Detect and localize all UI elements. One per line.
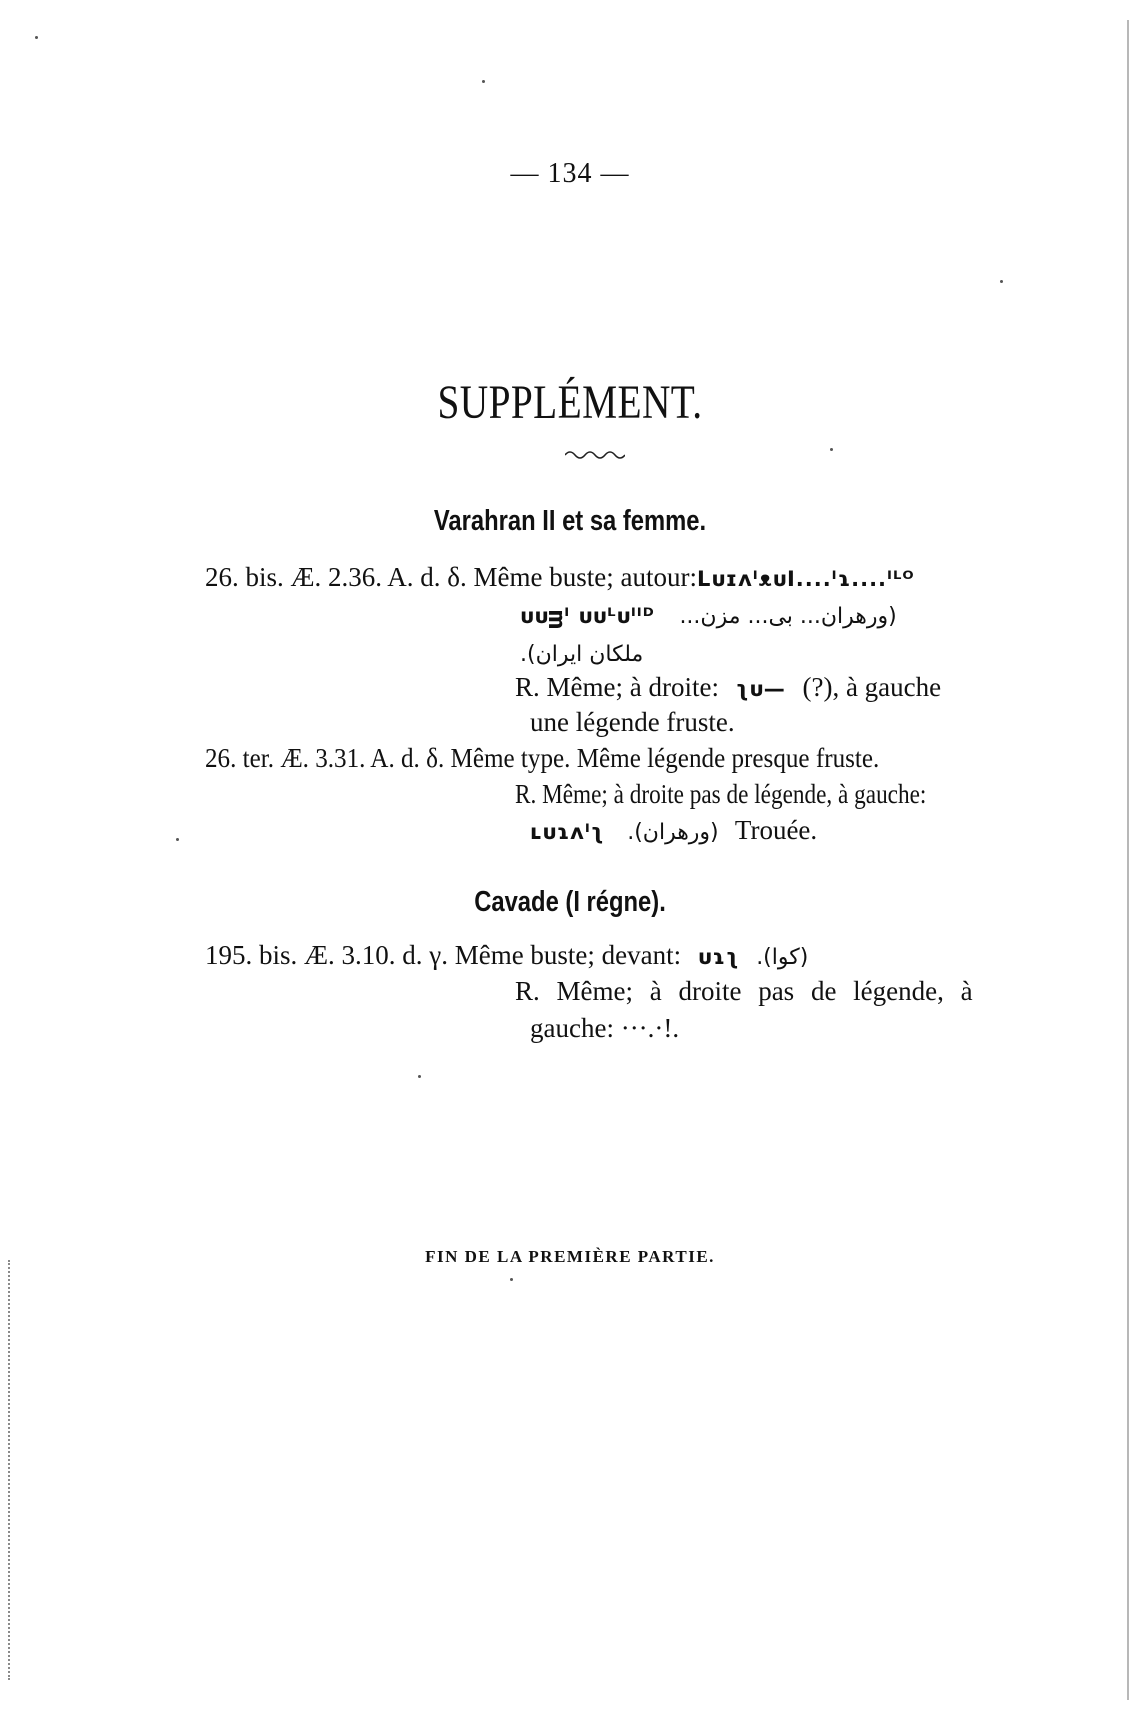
speck [1000, 280, 1003, 283]
entry-26ter-line-3 [530, 815, 817, 846]
speck [510, 1278, 513, 1281]
closing-note: FIN DE LA PREMIÈRE PARTIE. [425, 1247, 715, 1266]
entry-text: R. Même; à droite pas de légende, à [515, 976, 973, 1006]
entry-195bis-line-1 [205, 940, 808, 971]
entry-text: 195. bis. Æ. 3.10. d. γ. Même buste; devant: [205, 940, 682, 970]
entry-26bis-line-1 [205, 562, 915, 593]
entry-26bis-line-3 [520, 637, 643, 668]
persian-transcription: (ورهران). [627, 820, 719, 845]
entry-26bis-reverse-line-2 [530, 707, 735, 738]
speck [35, 36, 38, 39]
pahlavi-legend: ᴜᴜᴟᴵ ᴜᴜᴸᴜᴵᴵᴰ [520, 604, 655, 628]
speck [418, 1075, 421, 1078]
entry-text: R. Même; à droite: [515, 672, 719, 702]
speck [176, 838, 179, 841]
entry-text: une légende fruste. [530, 707, 735, 737]
entry-26bis-reverse-line-1 [515, 672, 941, 703]
entry-text: 26. ter. Æ. 3.31. A. d. δ. Même type. Même légende presque fruste. [205, 743, 880, 773]
entry-195bis-line-3 [530, 1013, 679, 1044]
pahlavi-legend: ʟᴜɿᴧᴵʅ [530, 820, 605, 844]
pahlavi-legend: ᴜɿʅ [697, 945, 740, 969]
pahlavi-legend: LᴜɪᴧᴵᴥᴜI....ᴵɿ....ᴵᴸᴼ [696, 567, 915, 591]
entry-26ter-line-2 [515, 779, 926, 810]
persian-transcription: (کوا). [756, 945, 809, 970]
entry-text: Trouée. [734, 815, 818, 845]
entry-text: R. Même; à droite pas de légende, à gauche: [515, 779, 927, 809]
persian-transcription: (ورهران... بی... مزن... [679, 604, 897, 629]
ornament-wave-icon [565, 448, 625, 460]
persian-transcription: ملکان ایران). [520, 642, 644, 667]
entry-text: (?), à gauche [802, 672, 942, 702]
section-heading-varahran: Varahran II et sa femme. [433, 505, 707, 537]
section-heading-cavade: Cavade (I régne). [474, 886, 666, 918]
entry-text: gauche: ···.·!. [530, 1013, 680, 1043]
page-edge-right [1127, 20, 1129, 1700]
speck [482, 80, 485, 83]
page-title: SUPPLÉMENT. [437, 376, 703, 429]
page-edge-left [8, 1260, 12, 1680]
entry-195bis-line-2 [515, 976, 973, 1007]
page-number: — 134 — [510, 158, 630, 189]
speck [830, 448, 833, 451]
entry-text: 26. bis. Æ. 2.36. A. d. δ. Même buste; autour: [205, 562, 697, 592]
entry-26bis-line-2 [520, 599, 897, 630]
entry-26ter-line-1 [205, 743, 879, 774]
pahlavi-legend: ʅᴜ— [735, 677, 786, 701]
